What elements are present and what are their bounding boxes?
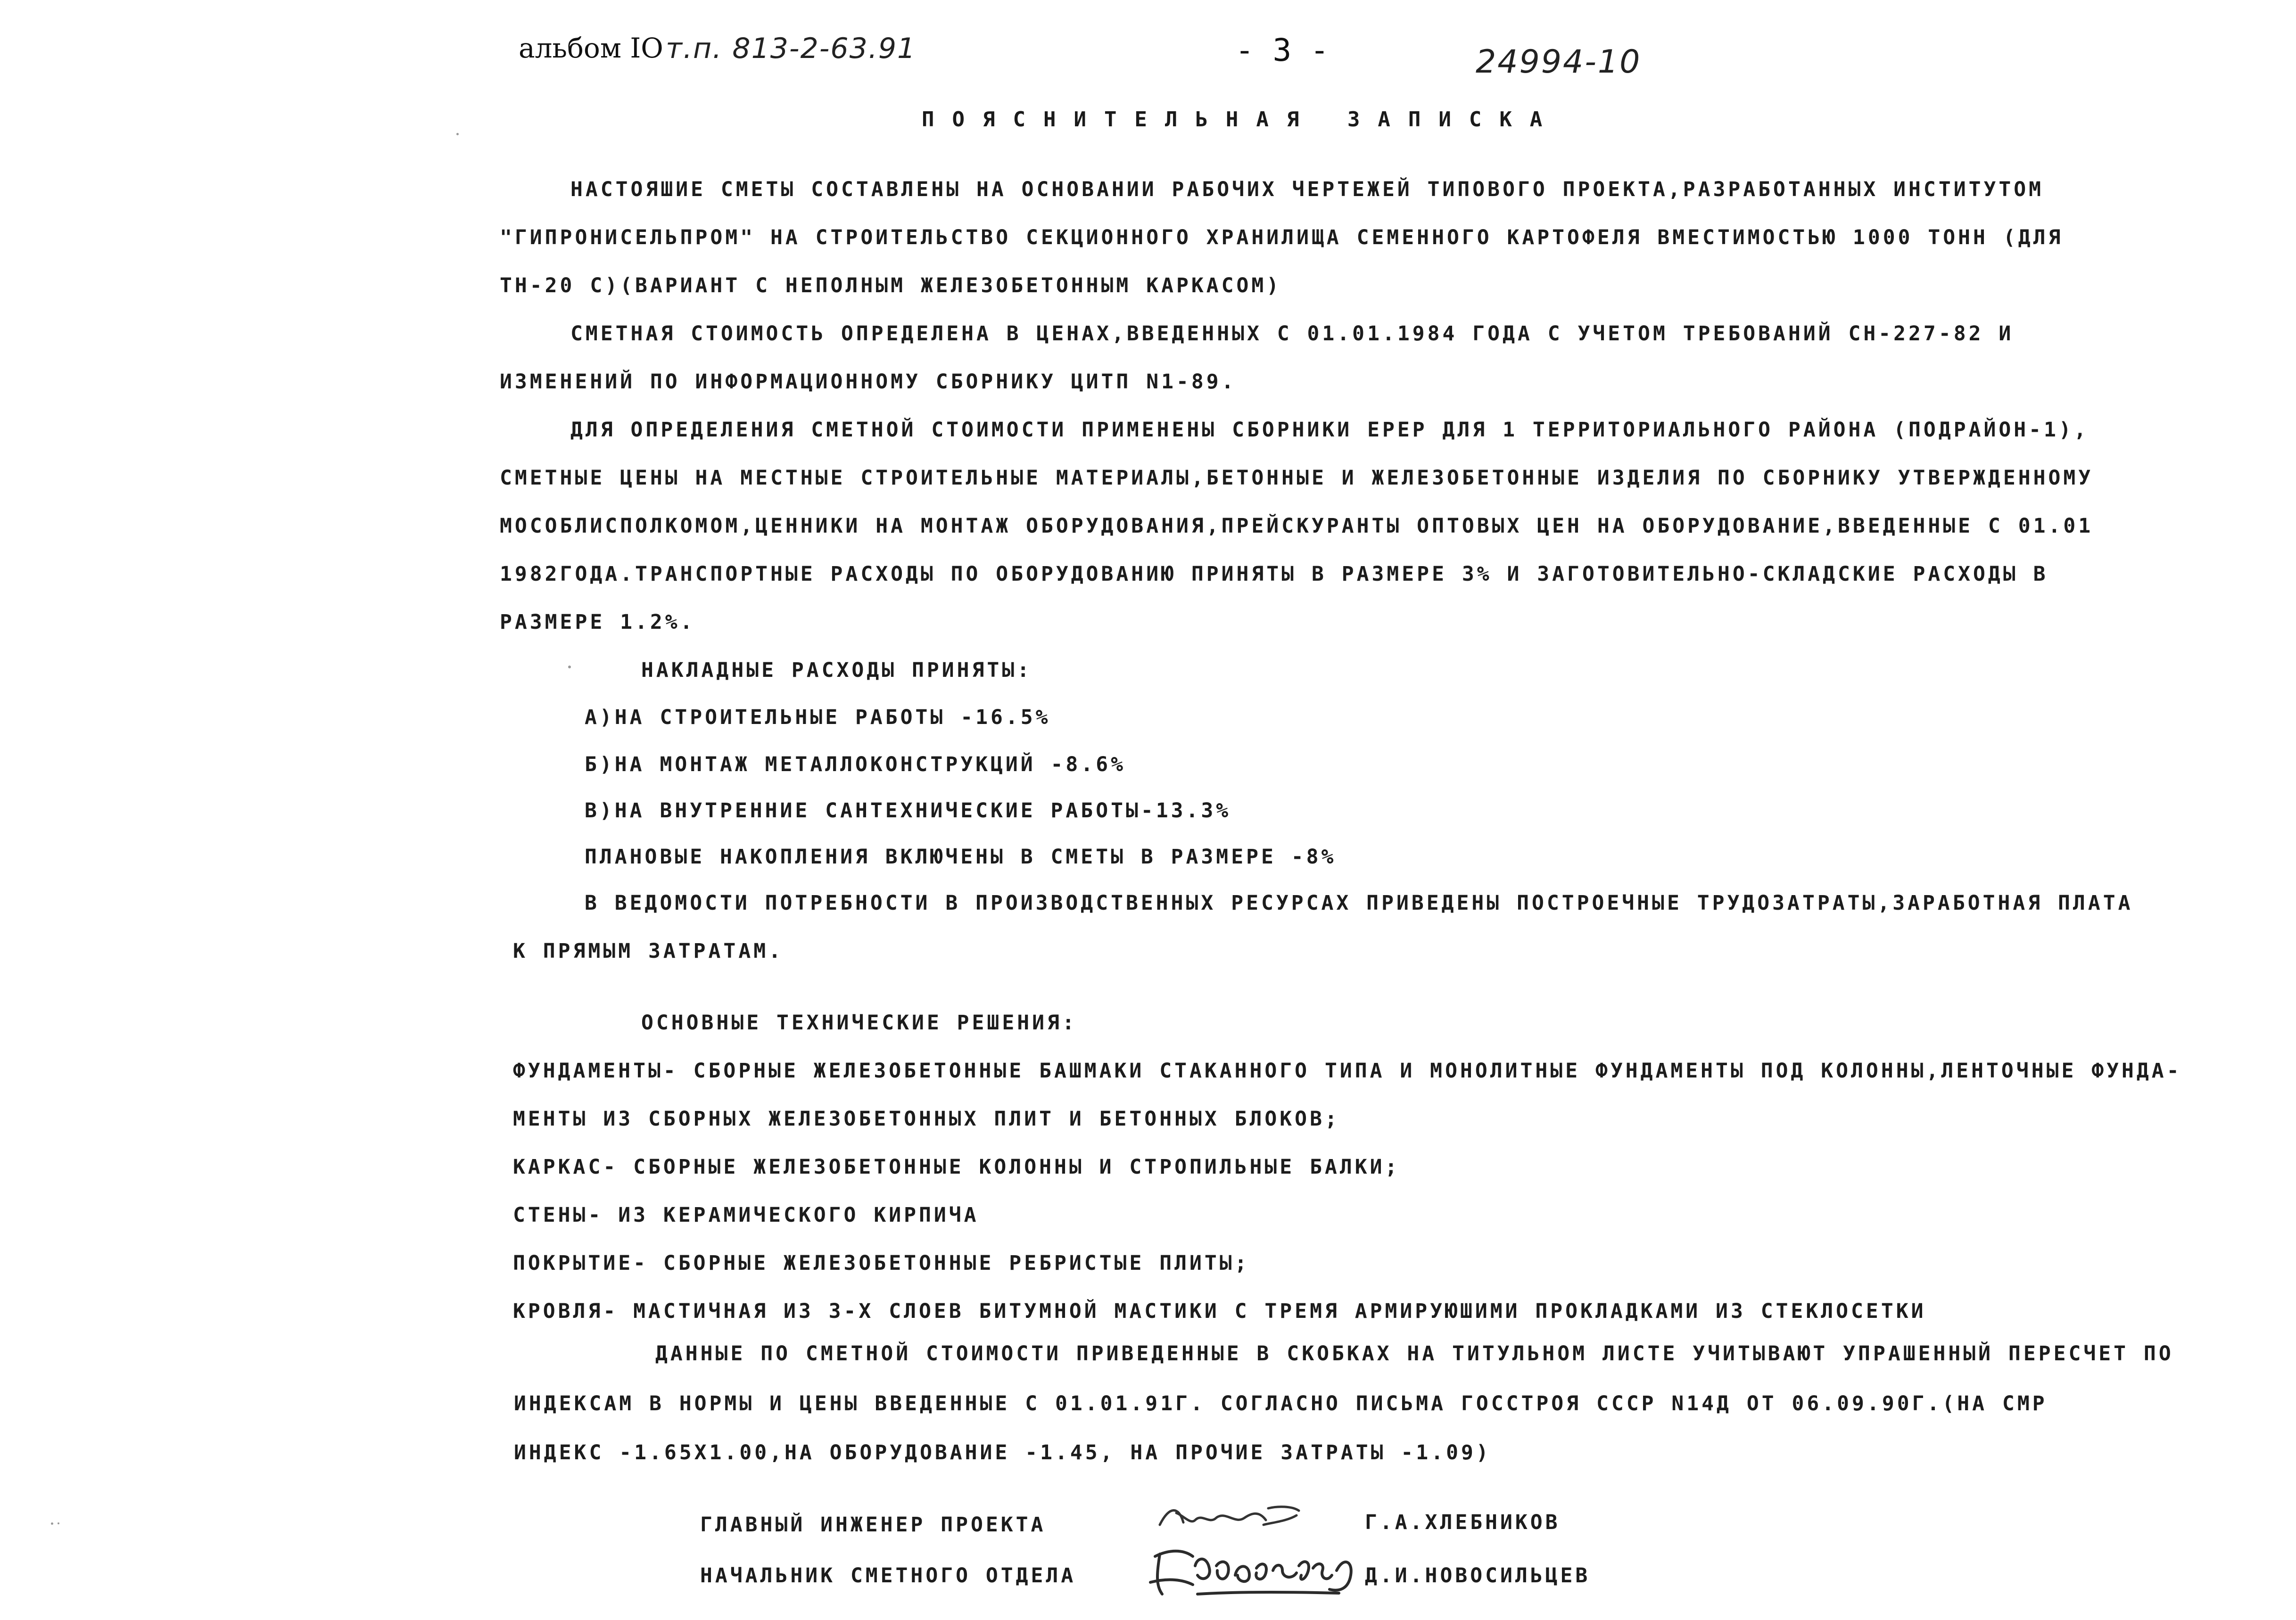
text-line: ДАННЫЕ ПО СМЕТНОЙ СТОИМОСТИ ПРИВЕДЕННЫЕ В СКОБКАХ НА ТИТУЛЬНОМ ЛИСТЕ УЧИТЫВАЮТ УПРАШЕННЫЙ ПЕРЕСЧЕТ ПО (655, 1342, 2174, 1365)
text-line: А)НА СТРОИТЕЛЬНЫЕ РАБОТЫ -16.5% (585, 706, 1051, 729)
text-line: ФУНДАМЕНТЫ- СБОРНЫЕ ЖЕЛЕЗОБЕТОННЫЕ БАШМАКИ СТАКАННОГО ТИПА И МОНОЛИТНЫЕ ФУНДАМЕНТЫ ПОД КОЛОННЫ,ЛЕНТОЧНЫЕ ФУНДА- (513, 1059, 2182, 1083)
text-line: ИНДЕКСАМ В НОРМЫ И ЦЕНЫ ВВЕДЕННЫЕ С 01.01.91Г. СОГЛАСНО ПИСЬМА ГОССТРОЯ СССР N14Д ОТ 06.09.90Г.(НА СМР (514, 1392, 2048, 1415)
text-line: СТЕНЫ- ИЗ КЕРАМИЧЕСКОГО КИРПИЧА (513, 1203, 979, 1227)
text-line: НАСТОЯШИЕ СМЕТЫ СОСТАВЛЕНЫ НА ОСНОВАНИИ РАБОЧИХ ЧЕРТЕЖЕЙ ТИПОВОГО ПРОЕКТА,РАЗРАБОТАННЫХ ИНСТИТУТОМ (570, 178, 2044, 201)
scan-speck (51, 1522, 53, 1525)
scan-speck (456, 133, 459, 135)
text-line: ТН-20 С)(ВАРИАНТ С НЕПОЛНЫМ ЖЕЛЕЗОБЕТОННЫМ КАРКАСОМ) (500, 274, 1282, 297)
text-line: "ГИПРОНИСЕЛЬПРОМ" НА СТРОИТЕЛЬСТВО СЕКЦИОННОГО ХРАНИЛИЩА СЕМЕННОГО КАРТОФЕЛЯ ВМЕСТИМОСТЬЮ 1000 ТОНН (ДЛЯ (500, 226, 2064, 249)
text-line: НАКЛАДНЫЕ РАСХОДЫ ПРИНЯТЫ: (641, 658, 1032, 682)
text-line: ПЛАНОВЫЕ НАКОПЛЕНИЯ ВКЛЮЧЕНЫ В СМЕТЫ В РАЗМЕРЕ -8% (585, 845, 1337, 869)
text-line: КАРКАС- СБОРНЫЕ ЖЕЛЕЗОБЕТОННЫЕ КОЛОННЫ И СТРОПИЛЬНЫЕ БАЛКИ; (513, 1155, 1400, 1179)
text-line: РАЗМЕРЕ 1.2%. (500, 610, 695, 634)
album-label: альбом IO (519, 32, 663, 64)
text-line: МОСОБЛИСПОЛКОМОМ,ЦЕННИКИ НА МОНТАЖ ОБОРУДОВАНИЯ,ПРЕЙСКУРАНТЫ ОПТОВЫХ ЦЕН НА ОБОРУДОВАНИЕ,ВВЕДЕННЫЕ С 01.01 (500, 514, 2094, 538)
archive-number: 24994-10 (1476, 43, 1642, 81)
handwritten-signature (1141, 1538, 1367, 1604)
text-line: В)НА ВНУТРЕННИЕ САНТЕХНИЧЕСКИЕ РАБОТЫ-13.3% (585, 799, 1231, 822)
text-line: ПОКРЫТИЕ- СБОРНЫЕ ЖЕЛЕЗОБЕТОННЫЕ РЕБРИСТЫЕ ПЛИТЫ; (513, 1251, 1250, 1275)
text-line: СМЕТНЫЕ ЦЕНЫ НА МЕСТНЫЕ СТРОИТЕЛЬНЫЕ МАТЕРИАЛЫ,БЕТОННЫЕ И ЖЕЛЕЗОБЕТОННЫЕ ИЗДЕЛИЯ ПО СБОРНИКУ УТВЕРЖДЕННОМУ (500, 466, 2094, 490)
scan-speck (58, 1522, 59, 1524)
text-line: В ВЕДОМОСТИ ПОТРЕБНОСТИ В ПРОИЗВОДСТВЕННЫХ РЕСУРСАХ ПРИВЕДЕНЫ ПОСТРОЕЧНЫЕ ТРУДОЗАТРАТЫ,ЗАРАБОТНАЯ ПЛАТА (585, 891, 2133, 915)
text-line: ДЛЯ ОПРЕДЕЛЕНИЯ СМЕТНОЙ СТОИМОСТИ ПРИМЕНЕНЫ СБОРНИКИ ЕРЕР ДЛЯ 1 ТЕРРИТОРИАЛЬНОГО РАЙОНА (ПОДРАЙОН-1), (570, 418, 2089, 442)
document-title: ПОЯСНИТЕЛЬНАЯ ЗАПИСКА (922, 107, 1561, 132)
signatory-role: НАЧАЛЬНИК СМЕТНОГО ОТДЕЛА (700, 1564, 1076, 1587)
project-code: т.п. 813-2-63.91 (666, 32, 917, 65)
scan-speck (568, 666, 571, 668)
text-line: КРОВЛЯ- МАСТИЧНАЯ ИЗ 3-Х СЛОЕВ БИТУМНОЙ МАСТИКИ С ТРЕМЯ АРМИРУЮШИМИ ПРОКЛАДКАМИ ИЗ СТЕКЛОСЕТКИ (513, 1299, 1926, 1323)
page-number: - 3 - (1235, 32, 1329, 68)
text-line: ОСНОВНЫЕ ТЕХНИЧЕСКИЕ РЕШЕНИЯ: (641, 1011, 1077, 1035)
text-line: МЕНТЫ ИЗ СБОРНЫХ ЖЕЛЕЗОБЕТОННЫХ ПЛИТ И БЕТОННЫХ БЛОКОВ; (513, 1107, 1340, 1131)
signatory-role: ГЛАВНЫЙ ИНЖЕНЕР ПРОЕКТА (700, 1513, 1046, 1537)
text-line: ИЗМЕНЕНИЙ ПО ИНФОРМАЦИОННОМУ СБОРНИКУ ЦИТП N1-89. (500, 370, 1237, 394)
text-line: Б)НА МОНТАЖ МЕТАЛЛОКОНСТРУКЦИЙ -8.6% (585, 753, 1126, 776)
signatory-name: Д.И.НОВОСИЛЬЦЕВ (1365, 1564, 1591, 1587)
text-line: К ПРЯМЫМ ЗАТРАТАМ. (513, 939, 784, 963)
text-line: ИНДЕКС -1.65Х1.00,НА ОБОРУДОВАНИЕ -1.45, НА ПРОЧИЕ ЗАТРАТЫ -1.09) (514, 1441, 1491, 1464)
text-line: 1982ГОДА.ТРАНСПОРТНЫЕ РАСХОДЫ ПО ОБОРУДОВАНИЮ ПРИНЯТЫ В РАЗМЕРЕ 3% И ЗАГОТОВИТЕЛЬНО-СКЛАДСКИЕ РАСХОДЫ В (500, 562, 2048, 586)
text-line: СМЕТНАЯ СТОИМОСТЬ ОПРЕДЕЛЕНА В ЦЕНАХ,ВВЕДЕННЫХ С 01.01.1984 ГОДА С УЧЕТОМ ТРЕБОВАНИЙ СН-227-82 И (570, 322, 2014, 345)
signatory-name: Г.А.ХЛЕБНИКОВ (1365, 1511, 1561, 1534)
